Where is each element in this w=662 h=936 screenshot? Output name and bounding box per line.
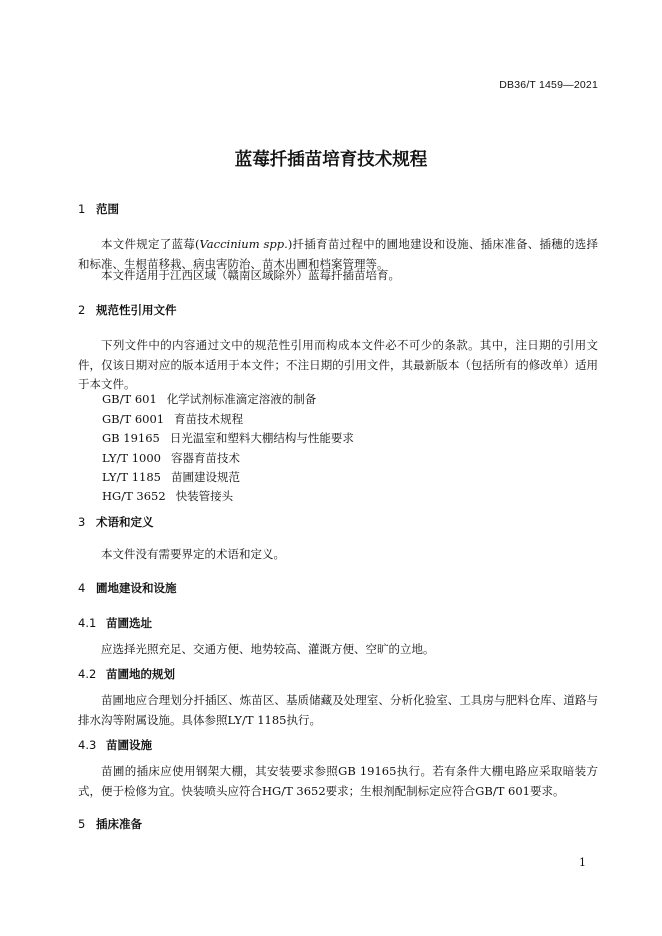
- subsection-title: 苗圃地的规划: [106, 667, 175, 681]
- reference-code: LY/T 1185: [102, 470, 161, 484]
- subsection-4-1-heading: [78, 615, 152, 631]
- reference-name: 快装管接头: [175, 489, 234, 503]
- section-title: 插床准备: [96, 817, 142, 831]
- subsection-title: 苗圃设施: [106, 738, 152, 752]
- section-2-paragraph-1: 下列文件中的内容通过文中的规范性引用而构成本文件必不可少的条款。其中，注日期的引用文件，仅该日期对应的版本适用于本文件；不注日期的引用文件，其最新版本（包括所有的修改单）适用于本文件。: [78, 338, 598, 391]
- section-number: 3: [78, 515, 86, 529]
- section-number: 2: [78, 303, 86, 317]
- section-2-heading: [78, 302, 177, 318]
- reference-item: [102, 487, 233, 507]
- reference-item: [102, 468, 240, 488]
- reference-name: 化学试剂标准滴定溶液的制备: [166, 392, 317, 406]
- subsection-4-2-heading: [78, 666, 175, 682]
- reference-item: [102, 410, 243, 430]
- reference-item: [102, 429, 354, 449]
- subsection-number: 4.2: [78, 667, 97, 681]
- section-4-heading: [78, 580, 177, 596]
- section-3-heading: [78, 514, 154, 530]
- reference-item: [102, 449, 240, 469]
- reference-code: HG/T 3652: [102, 489, 166, 503]
- subsection-4-2-paragraph: 苗圃地应合理划分扦插区、炼苗区、基质储藏及处理室、分析化验室、工具房与肥料仓库、道路与排水沟等附属设施。具体参照LY/T 1185执行。: [78, 693, 598, 727]
- page-number: 1: [579, 856, 586, 869]
- section-number: 5: [78, 817, 86, 831]
- document-code: DB36/T 1459—2021: [499, 79, 598, 91]
- reference-name: 育苗技术规程: [174, 412, 244, 426]
- latin-name: Vaccinium spp.: [199, 237, 288, 251]
- section-title: 术语和定义: [96, 515, 154, 529]
- subsection-number: 4.1: [78, 616, 97, 630]
- section-5-heading: [78, 816, 142, 832]
- section-3-paragraph-1: 本文件没有需要界定的术语和定义。: [101, 547, 285, 561]
- subsection-4-1-paragraph: 应选择光照充足、交通方便、地势较高、灌溉方便、空旷的立地。: [101, 642, 435, 656]
- text: )扦插育苗过程中的圃地建设和设施、插床准备、插穗的选择和标准、生根苗移栽、病虫害防治、苗木出圃和档案管理等。: [78, 237, 598, 271]
- section-number: 1: [78, 202, 86, 216]
- section-title: 规范性引用文件: [96, 303, 177, 317]
- section-number: 4: [78, 581, 86, 595]
- subsection-4-3-heading: [78, 737, 152, 753]
- document-title: 蓝莓扦插苗培育技术规程: [234, 150, 428, 170]
- reference-code: GB/T 601: [102, 392, 157, 406]
- subsection-title: 苗圃选址: [106, 616, 152, 630]
- reference-name: 苗圃建设规范: [170, 470, 240, 484]
- reference-code: GB 19165: [102, 431, 160, 445]
- reference-code: GB/T 6001: [102, 412, 165, 426]
- reference-item: [102, 390, 316, 410]
- section-1-paragraph-2: 本文件适用于江西区域（赣南区域除外）蓝莓扦插苗培育。: [101, 268, 400, 282]
- section-title: 范围: [96, 202, 119, 216]
- reference-code: LY/T 1000: [102, 451, 161, 465]
- subsection-4-3-paragraph: 苗圃的插床应使用钢架大棚，其安装要求参照GB 19165执行。若有条件大棚电路应采取暗装方式，便于检修为宜。快装喷头应符合HG/T 3652要求；生根剂配制标定应符合GB/T 601要求。: [78, 764, 598, 798]
- section-title: 圃地建设和设施: [96, 581, 177, 595]
- text: 本文件规定了蓝莓(: [101, 237, 200, 251]
- section-1-heading: [78, 201, 119, 217]
- subsection-number: 4.3: [78, 738, 97, 752]
- reference-name: 日光温室和塑料大棚结构与性能要求: [169, 431, 354, 445]
- reference-name: 容器育苗技术: [170, 451, 240, 465]
